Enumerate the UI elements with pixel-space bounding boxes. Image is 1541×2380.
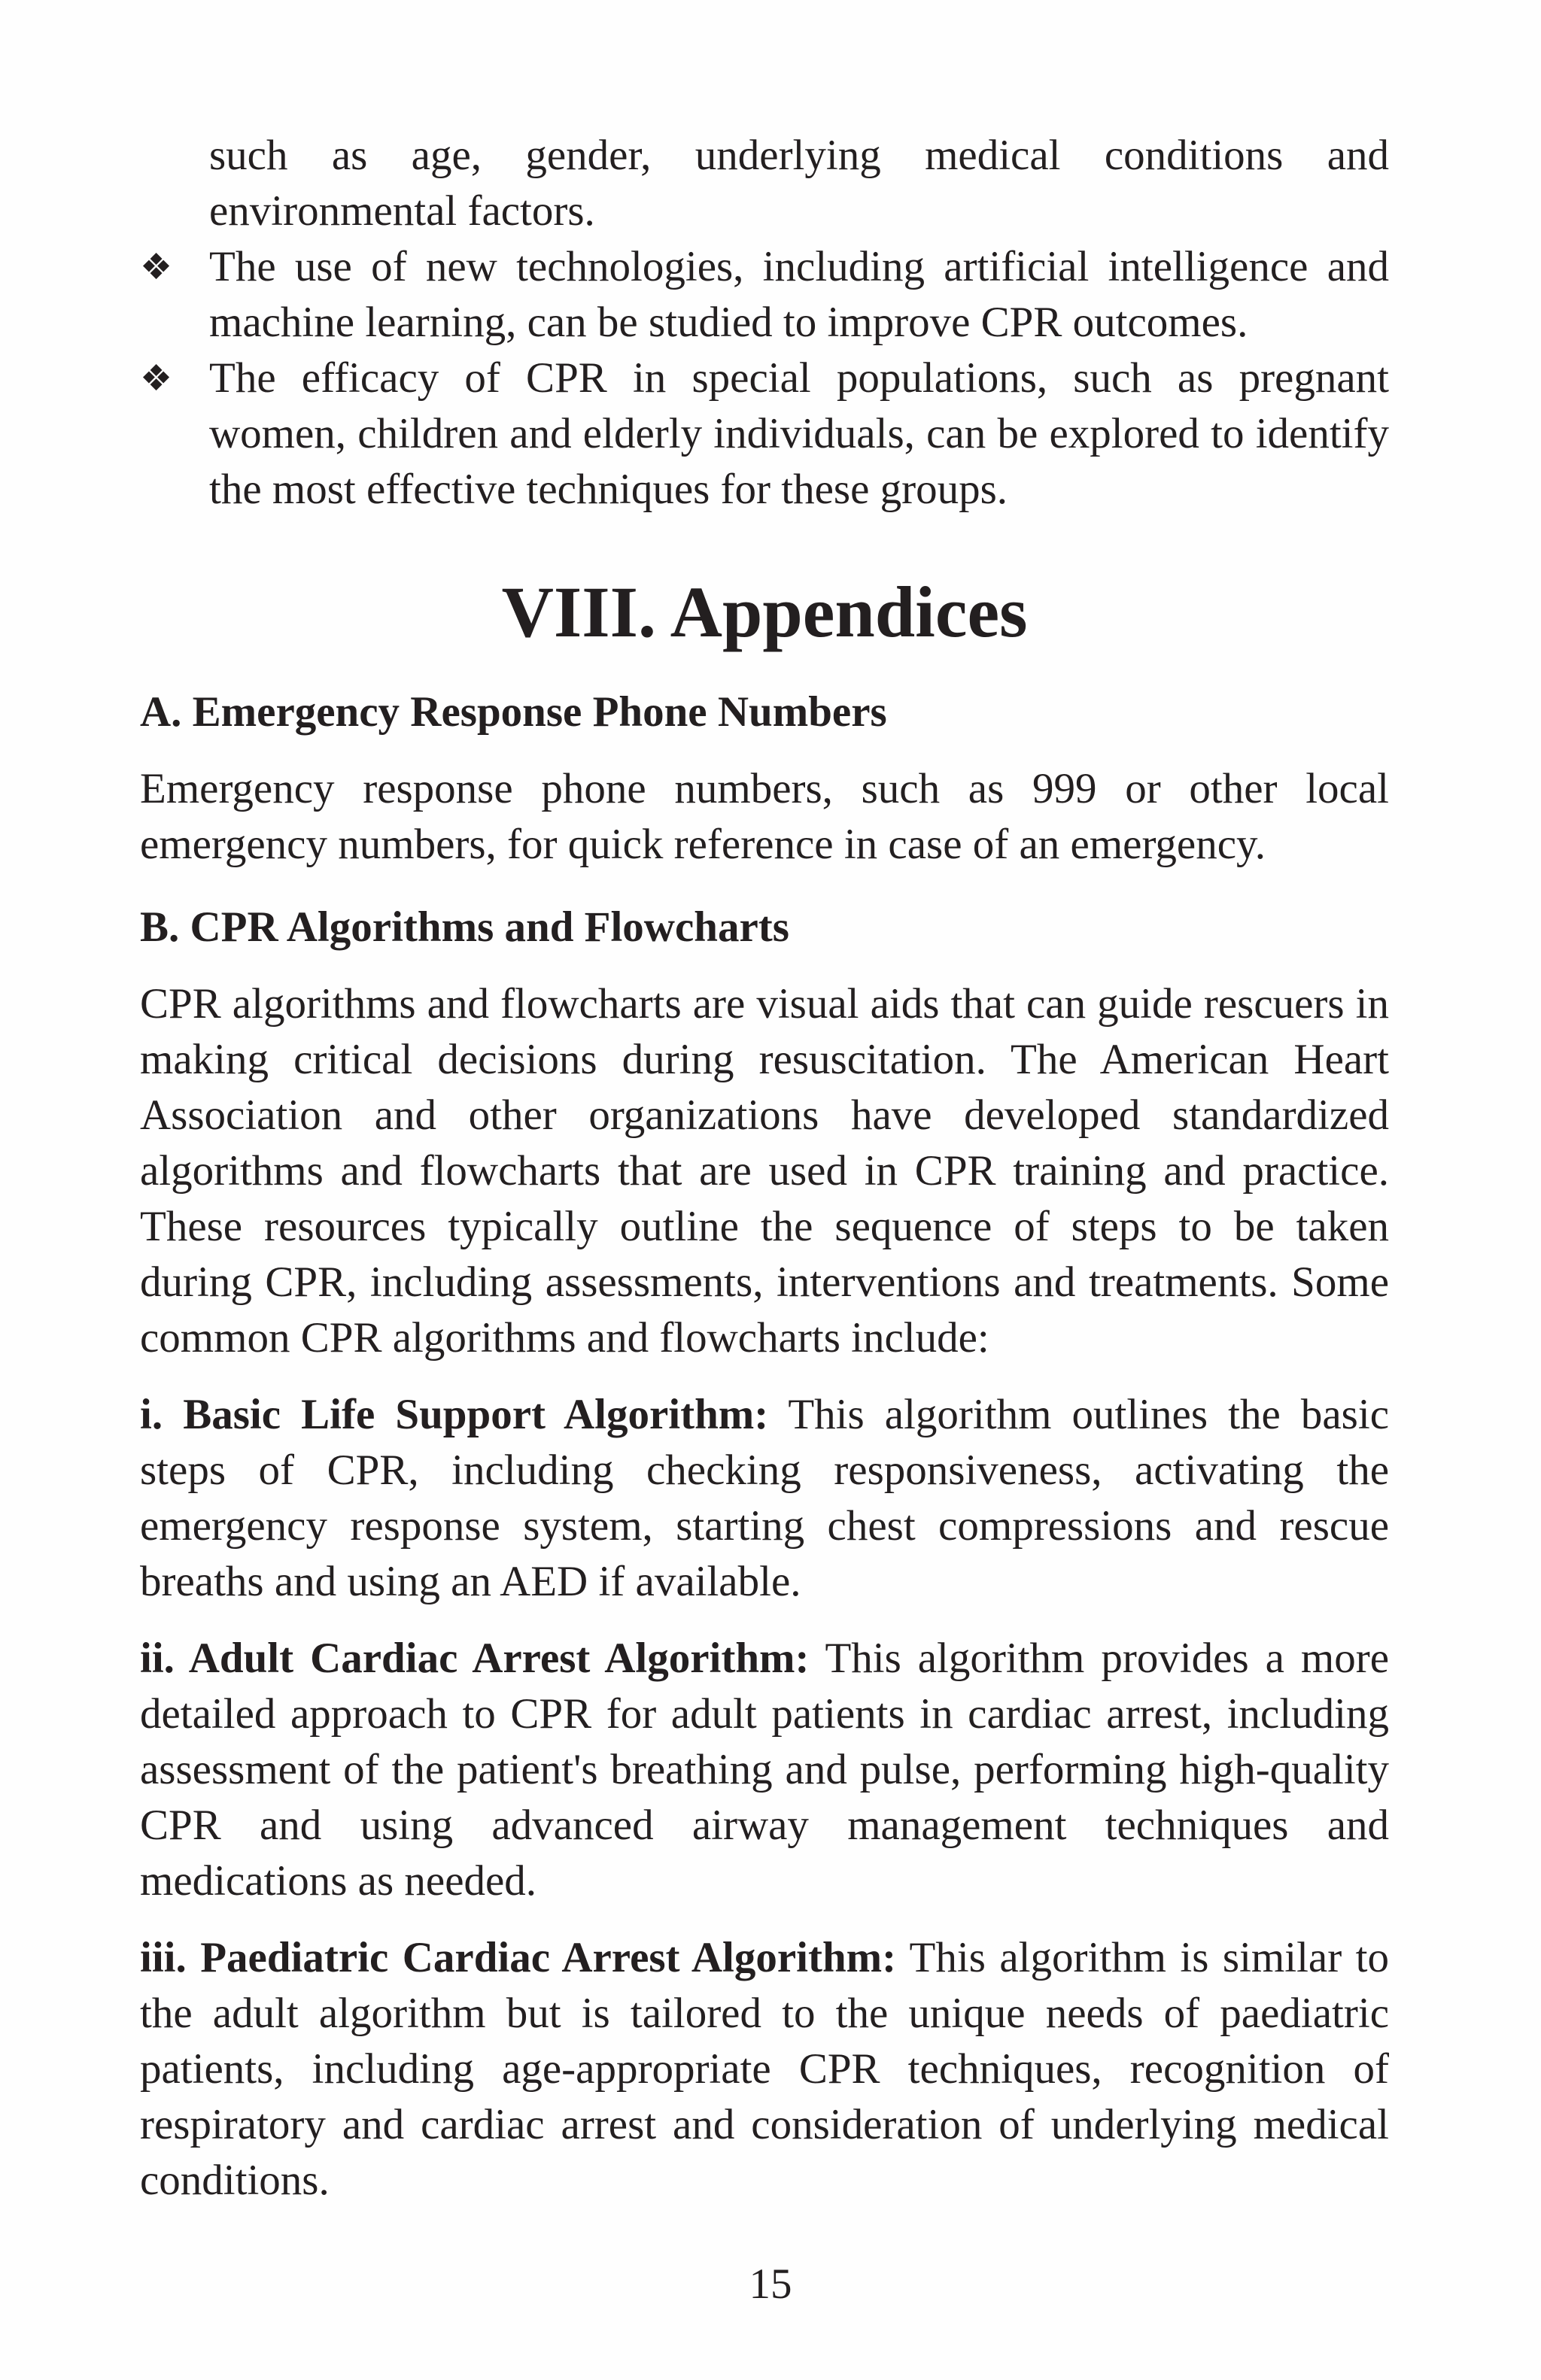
algorithm-label: ii. Adult Cardiac Arrest Algorithm: xyxy=(140,1635,810,1682)
algorithm-text: This algorithm outlines the basic steps of CPR, including checking responsiveness, activating the emergency response system, starting chest compressions and rescue breaths and using an AED if available. xyxy=(140,1391,1389,1605)
bullet-item xyxy=(140,351,1389,518)
bullet-item xyxy=(140,239,1389,351)
continued-bullet-text: such as age, gender, underlying medical conditions and environmental factors. xyxy=(209,132,1389,235)
algorithm-label: i. Basic Life Support Algorithm: xyxy=(140,1391,769,1438)
diamond-cluster-icon: ❖ xyxy=(140,246,173,288)
subsection-heading-phone-numbers: A. Emergency Response Phone Numbers xyxy=(140,688,887,736)
algorithm-label: iii. Paediatric Cardiac Arrest Algorithm: xyxy=(140,1934,897,1981)
algorithm-text: This algorithm is similar to the adult algorithm but is tailored to the unique needs of paediatric patients, including age-appropriate CPR techniques, recognition of respiratory and cardiac arrest and consideration of underlying medical conditions. xyxy=(140,1934,1389,2204)
algorithm-item-adult-cardiac-arrest xyxy=(140,1631,1389,1909)
algorithm-text: This algorithm provides a more detailed approach to CPR for adult patients in cardiac arrest, including assessment of the patient's breathing and pulse, performing high-quality CPR and using advanced airway management techniques and medications as needed. xyxy=(140,1635,1389,1905)
diamond-cluster-icon: ❖ xyxy=(140,357,173,399)
bullet-text: The efficacy of CPR in special populations, such as pregnant women, children and elderly individuals, can be explored to identify the most effective techniques for these groups. xyxy=(209,354,1389,513)
algorithm-item-paediatric-cardiac-arrest xyxy=(140,1930,1389,2208)
subsection-heading-algorithms: B. CPR Algorithms and Flowcharts xyxy=(140,903,789,951)
bullet-text: The use of new technologies, including artificial intelligence and machine learning, can be studied to improve CPR outcomes. xyxy=(209,243,1389,346)
algorithm-item-basic-life-support xyxy=(140,1387,1389,1610)
paragraph-phone-numbers: Emergency response phone numbers, such as 999 or other local emergency numbers, for quick reference in case of an emergency. xyxy=(140,765,1389,868)
page-content xyxy=(140,128,1389,2208)
section-title: VIII. Appendices xyxy=(501,572,1028,652)
page-number: 15 xyxy=(749,2260,792,2308)
bullet-list xyxy=(140,239,1389,518)
paragraph-algorithms: CPR algorithms and flowcharts are visual aids that can guide rescuers in making critical decisions during resuscitation. The American Heart Association and other organizations have developed standardized algorithms and flowcharts that are used in CPR training and practice. These resources typically outline the sequence of steps to be taken during CPR, including assessments, interventions and treatments. Some common CPR algorithms and flowcharts include: xyxy=(140,980,1389,1362)
